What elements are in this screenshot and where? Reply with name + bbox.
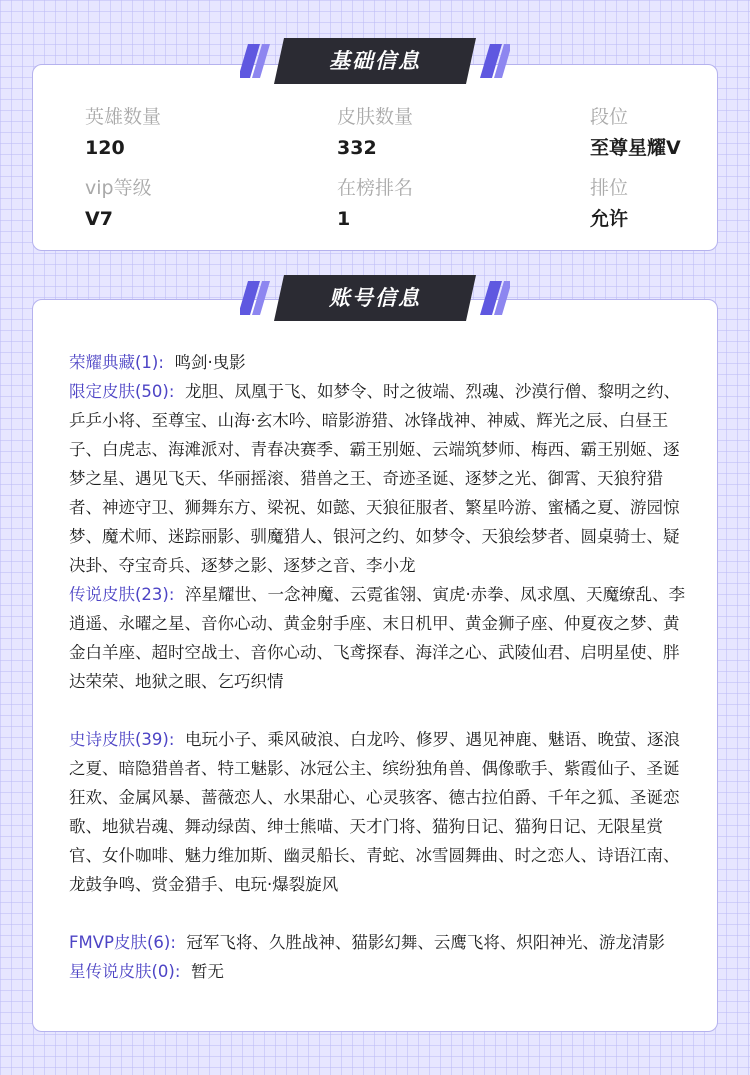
- section-label: FMVP皮肤(6):: [69, 933, 176, 952]
- stat-rank-tier: [590, 105, 750, 160]
- section-items: 鸣剑·曳影: [174, 353, 246, 372]
- stat-label: 皮肤数量: [337, 106, 414, 128]
- section-items: 电玩小子、乘风破浪、白龙吟、修罗、遇见神鹿、魅语、晚萤、逐浪之夏、暗隐猎兽者、特工魅影、冰冠公主、缤纷独角兽、偶像歌手、紫霞仙子、圣诞狂欢、金属风暴、蔷薇恋人、水果甜心、心灵骇客、德古拉伯爵、千年之狐、圣诞恋歌、地狱岩魂、舞动绿茵、绅士熊喵、天才门将、猫狗日记、猫狗日记、无限星赏官、女仆咖啡、魅力维加斯、幽灵船长、青蛇、冰雪圆舞曲、时之恋人、诗语江南、龙鼓争鸣、赏金猎手、电玩·爆裂旋风: [69, 730, 680, 894]
- stat-value: V7: [85, 208, 113, 230]
- stat-leaderboard-rank: [337, 176, 537, 231]
- skin-section-limited: [69, 377, 695, 580]
- account-info-title: 账号信息: [329, 286, 421, 310]
- account-info-banner: [240, 275, 510, 321]
- stat-label: 段位: [590, 106, 629, 128]
- stat-skin-count: [337, 105, 537, 160]
- stat-hero-count: [85, 105, 285, 160]
- stat-value: 1: [337, 208, 351, 230]
- basic-info-card: [32, 64, 718, 251]
- skin-section-star-legend: [69, 957, 695, 986]
- skin-list: [69, 348, 695, 986]
- section-items: 龙胆、凤凰于飞、如梦令、时之彼端、烈魂、沙漠行僧、黎明之约、乒乒小将、至尊宝、山海·玄木吟、暗影游猎、冰锋战神、神威、辉光之辰、白昼王子、白虎志、海滩派对、青春决赛季、霸王别姬、云端筑梦师、梅西、霸王别姬、逐梦之星、遇见飞天、华丽摇滚、猎兽之王、奇迹圣诞、逐梦之光、御霄、天狼狩猎者、神迹守卫、狮舞东方、梁祝、如懿、天狼征服者、繁星吟游、蜜橘之夏、游园惊梦、魔术师、迷踪丽影、驯魔猎人、银河之约、如梦令、天狼绘梦者、圆桌骑士、疑决卦、夺宝奇兵、逐梦之影、逐梦之音、李小龙: [69, 382, 680, 575]
- skin-section-legend: [69, 580, 695, 696]
- section-label: 传说皮肤(23):: [69, 585, 175, 604]
- section-label: 荣耀典藏(1):: [69, 353, 164, 372]
- section-spacer: [69, 899, 695, 928]
- skin-section-fmvp: [69, 928, 695, 957]
- stat-label: vip等级: [85, 177, 152, 199]
- stat-vip-level: [85, 176, 285, 231]
- section-items: 淬星耀世、一念神魔、云霓雀翎、寅虎·赤拳、凤求凰、天魔缭乱、李逍遥、永曜之星、音你心动、黄金射手座、末日机甲、黄金狮子座、仲夏夜之梦、黄金白羊座、超时空战士、音你心动、飞鸢探春、海洋之心、武陵仙君、启明星使、胖达荣荣、地狱之眼、乞巧织情: [69, 585, 686, 691]
- account-info-card: [32, 299, 718, 1032]
- section-label: 史诗皮肤(39):: [69, 730, 175, 749]
- stat-value: 120: [85, 137, 125, 159]
- skin-section-epic: [69, 725, 695, 899]
- stat-value: 至尊星耀V: [590, 137, 681, 159]
- section-items: 暂无: [190, 962, 224, 981]
- skin-section-honor: [69, 348, 695, 377]
- section-spacer: [69, 696, 695, 725]
- stat-label: 英雄数量: [85, 106, 162, 128]
- stat-value: 允许: [590, 208, 629, 230]
- section-label: 星传说皮肤(0):: [69, 962, 181, 981]
- basic-info-banner: [240, 38, 510, 84]
- stat-ranked-allowed: [590, 176, 750, 231]
- stat-label: 排位: [590, 177, 629, 199]
- stat-value: 332: [337, 137, 377, 159]
- section-items: 冠军飞将、久胜战神、猫影幻舞、云鹰飞将、炽阳神光、游龙清影: [186, 933, 665, 952]
- basic-info-title: 基础信息: [329, 49, 421, 73]
- section-label: 限定皮肤(50):: [69, 382, 175, 401]
- stat-label: 在榜排名: [337, 177, 414, 199]
